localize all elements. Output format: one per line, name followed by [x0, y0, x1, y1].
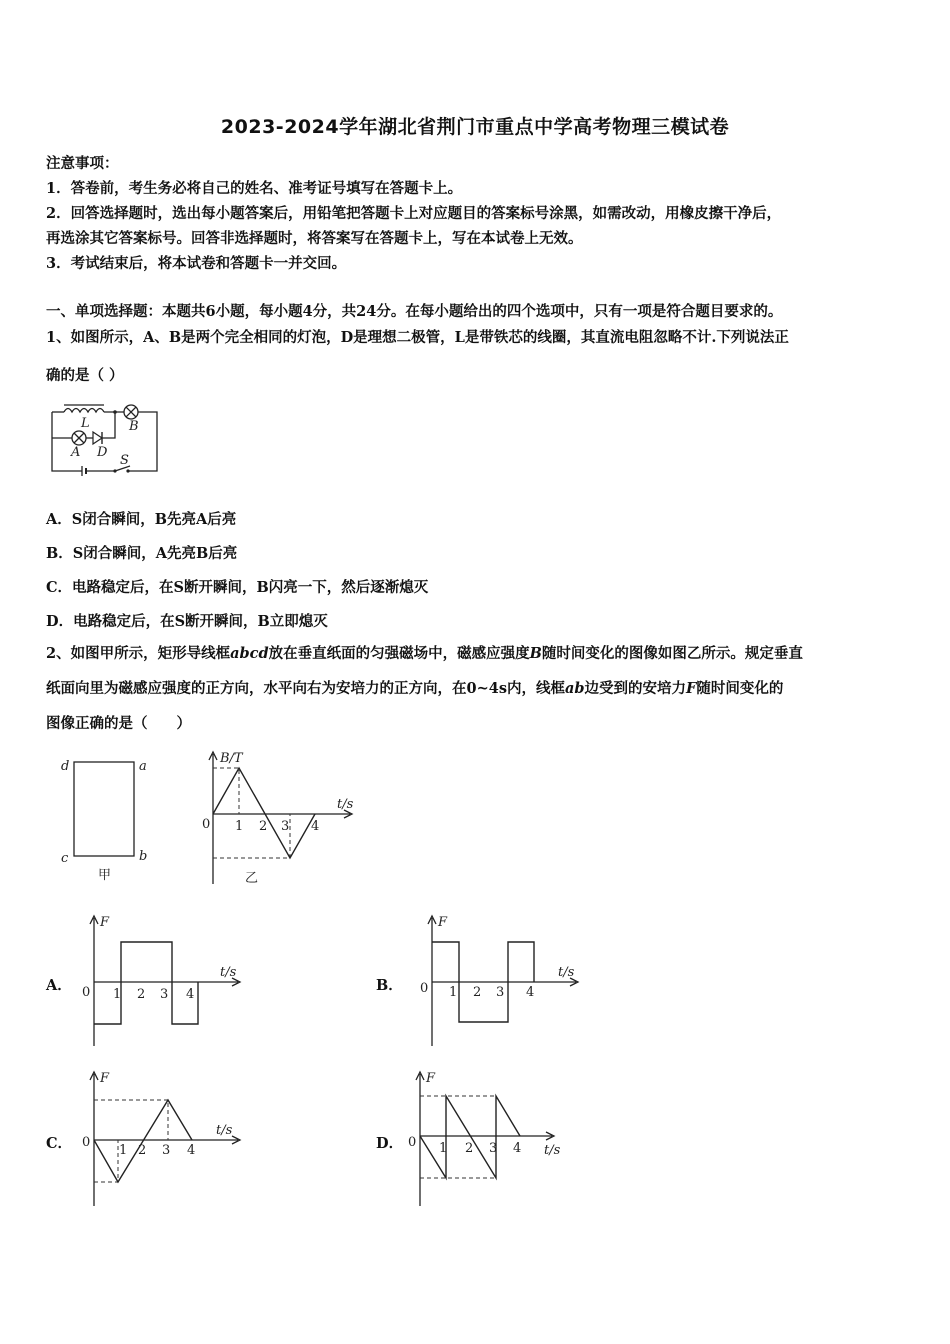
- q2-option-a-letter: A．: [46, 977, 72, 994]
- c-origin: 0: [82, 1135, 91, 1150]
- notice-item-1: 1．答卷前，考生务必将自己的姓名、准考证号填写在答题卡上。: [46, 180, 463, 197]
- notice-item-2-cont: 再选涂其它答案标号。回答非选择题时，将答案写在答题卡上，写在本试卷上无效。: [46, 230, 583, 247]
- q1-option-c: C．电路稳定后，在S断开瞬间，B闪亮一下，然后逐渐熄灭: [46, 579, 429, 596]
- label-A: A: [71, 445, 81, 460]
- a-xlabel: t/s: [220, 965, 237, 980]
- yi-ylabel: B/T: [220, 751, 243, 766]
- b-xlabel: t/s: [558, 965, 575, 980]
- yi-tick-3: 3: [281, 819, 290, 834]
- c-xlabel: t/s: [216, 1123, 233, 1138]
- yi-tick-2: 2: [259, 819, 268, 834]
- q1-stem-line2: 确的是（ ）: [46, 367, 124, 384]
- d-xlabel: t/s: [544, 1143, 561, 1158]
- a-tick-3: 3: [160, 987, 169, 1002]
- q2-option-d-letter: D．: [376, 1135, 404, 1152]
- yi-tick-4: 4: [311, 819, 320, 834]
- q2-stem: 2、如图甲所示，矩形导线框abcd放在垂直纸面的匀强磁场中，磁感应强度B随时间变化的图像如图乙所示。规定垂直 纸面向里为磁感应强度的正方向，水平向右为安培力的正方向，在0~4s内，线框ab边受到的安培力F随时间变化的 图像正确的是（ ）: [46, 645, 803, 732]
- c-tick-2: 2: [138, 1143, 147, 1158]
- q1-circuit-diagram: [44, 396, 164, 486]
- q2-figure-yi: [200, 748, 370, 888]
- section-heading: 一、单项选择题：本题共6小题，每小题4分，共24分。在每小题给出的四个选项中，只有一项是符合题目要求的。: [46, 303, 783, 320]
- q1-option-d: D．电路稳定后，在S断开瞬间，B立即熄灭: [46, 613, 328, 630]
- label-S: S: [120, 453, 129, 468]
- a-tick-4: 4: [186, 987, 195, 1002]
- q2-option-b-letter: B．: [376, 977, 403, 994]
- d-origin: 0: [408, 1135, 417, 1150]
- d-tick-4: 4: [513, 1141, 522, 1156]
- notice-heading: 注意事项：: [46, 155, 119, 172]
- q2-option-c-graph: [80, 1068, 250, 1208]
- q1-option-b: B．S闭合瞬间，A先亮B后亮: [46, 545, 238, 562]
- b-tick-4: 4: [526, 985, 535, 1000]
- q2-figure-jia: [58, 752, 168, 882]
- corner-d: d: [61, 759, 70, 774]
- b-origin: 0: [420, 981, 429, 996]
- b-tick-1: 1: [449, 985, 458, 1000]
- c-ylabel: F: [100, 1071, 110, 1086]
- b-ylabel: F: [438, 915, 448, 930]
- d-tick-3: 3: [489, 1141, 498, 1156]
- q2-option-b-graph: [418, 912, 588, 1052]
- c-tick-4: 4: [187, 1143, 196, 1158]
- yi-xlabel: t/s: [337, 797, 354, 812]
- a-tick-2: 2: [137, 987, 146, 1002]
- b-tick-3: 3: [496, 985, 505, 1000]
- corner-c: c: [61, 851, 69, 866]
- page-title: 2023-2024学年湖北省荆门市重点中学高考物理三模试卷: [220, 116, 730, 138]
- q1-option-a: A．S闭合瞬间，B先亮A后亮: [46, 511, 237, 528]
- a-tick-1: 1: [113, 987, 122, 1002]
- a-ylabel: F: [100, 915, 110, 930]
- b-tick-2: 2: [473, 985, 482, 1000]
- q2-option-c-letter: C．: [46, 1135, 73, 1152]
- yi-origin: 0: [202, 817, 211, 832]
- c-tick-1: 1: [119, 1143, 128, 1158]
- notice-item-2: 2．回答选择题时，选出每小题答案后，用铅笔把答题卡上对应题目的答案标号涂黑，如需改动，用橡皮擦干净后，: [46, 205, 782, 222]
- corner-b: b: [139, 849, 148, 864]
- c-tick-3: 3: [162, 1143, 171, 1158]
- d-tick-1: 1: [439, 1141, 448, 1156]
- a-origin: 0: [82, 985, 91, 1000]
- q1-stem-line1: 1、如图所示，A、B是两个完全相同的灯泡，D是理想二极管，L是带铁芯的线圈，其直流电阻忽略不计.下列说法正: [46, 329, 789, 346]
- notice-item-3: 3．考试结束后，将本试卷和答题卡一并交回。: [46, 255, 347, 272]
- q2-option-a-graph: [80, 912, 250, 1052]
- label-L: L: [81, 416, 90, 431]
- caption-yi: 乙: [245, 871, 259, 886]
- yi-tick-1: 1: [235, 819, 244, 834]
- label-D: D: [97, 445, 108, 460]
- d-ylabel: F: [426, 1071, 436, 1086]
- corner-a: a: [139, 759, 147, 774]
- d-tick-2: 2: [465, 1141, 474, 1156]
- label-B: B: [129, 419, 139, 434]
- caption-jia: 甲: [98, 868, 112, 883]
- q2-option-d-graph: [406, 1068, 576, 1208]
